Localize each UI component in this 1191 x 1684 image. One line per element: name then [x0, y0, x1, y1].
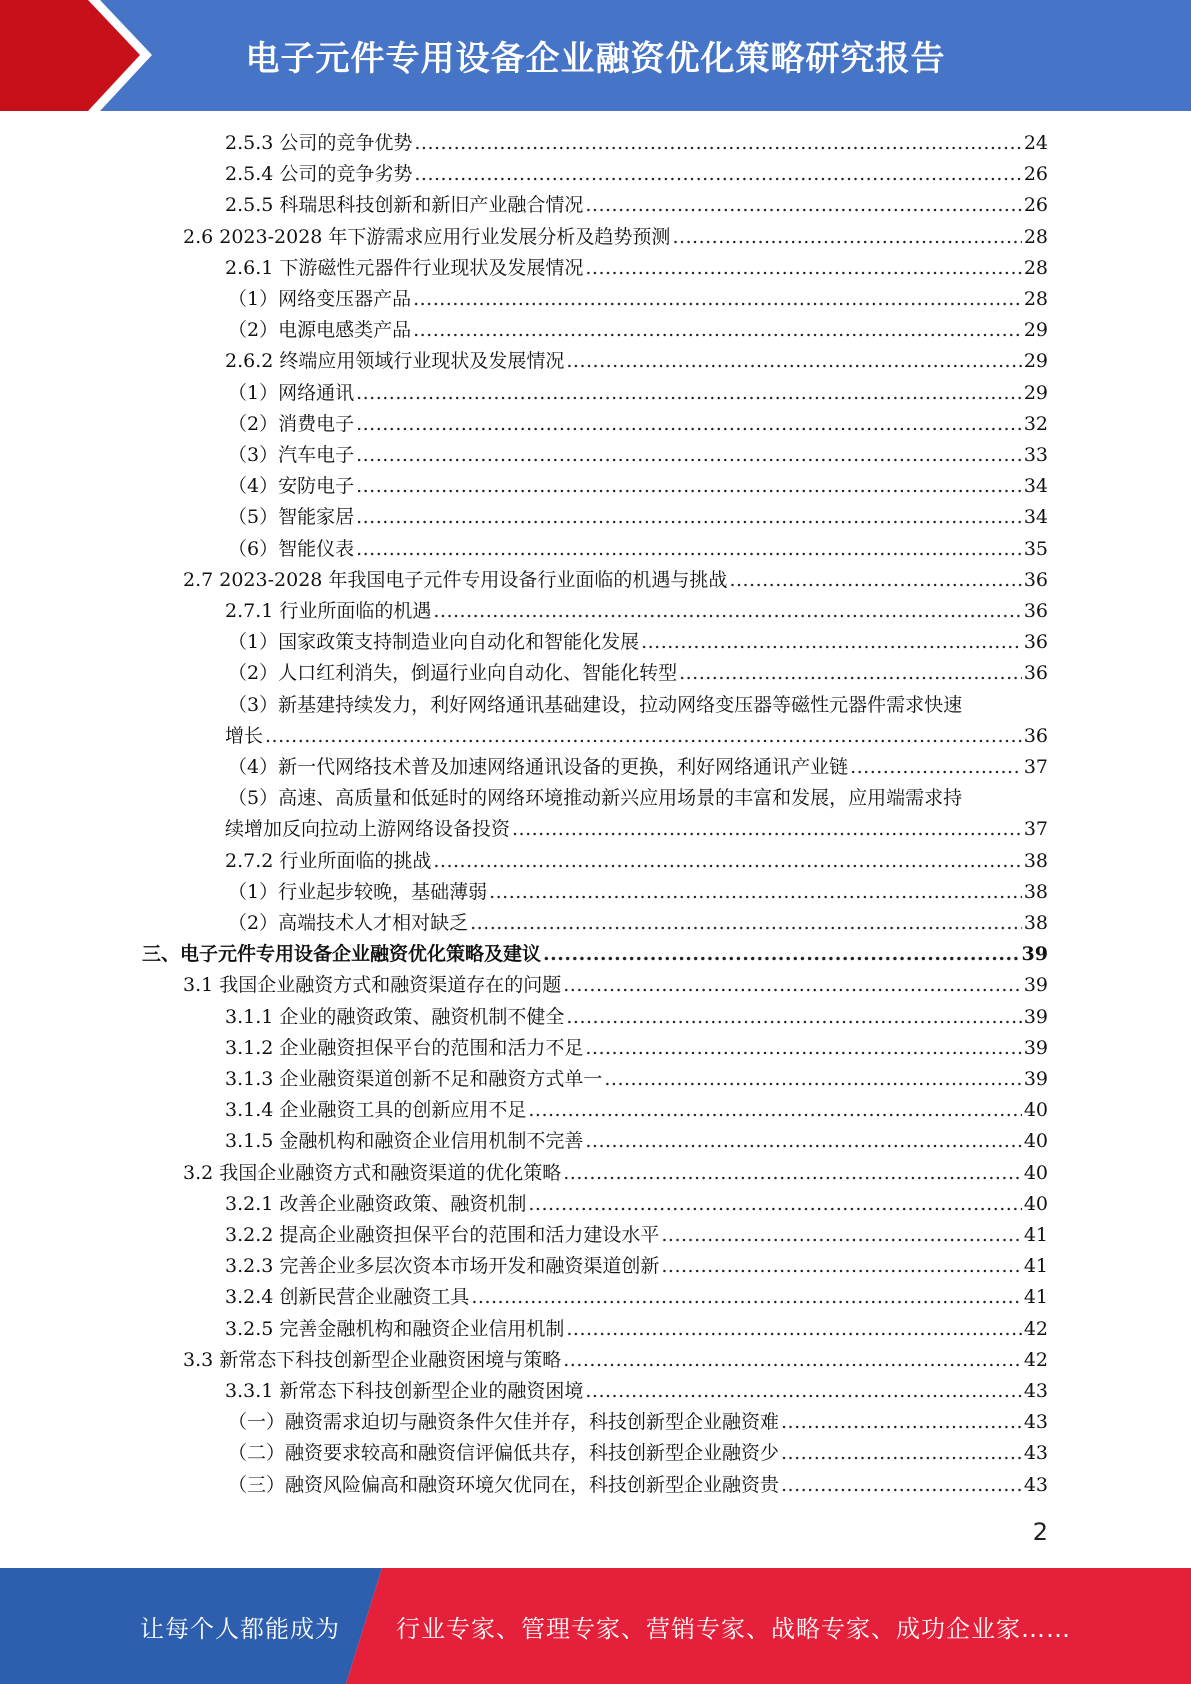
toc-entry[interactable] — [225, 1314, 1048, 1345]
toc-entry[interactable] — [225, 1033, 1048, 1064]
toc-entry[interactable] — [225, 1376, 1048, 1407]
toc-leader-dots — [781, 1470, 1022, 1501]
toc-entry-title: （一）融资需求迫切与融资条件欠佳并存，科技创新型企业融资难 — [228, 1411, 780, 1434]
toc-entry[interactable] — [225, 253, 1048, 284]
toc-entry[interactable] — [228, 471, 1048, 502]
toc-entry-title: 3.2.3 完善企业多层次资本市场开发和融资渠道创新 — [225, 1255, 660, 1278]
toc-leader-dots — [356, 378, 1022, 409]
toc-entry[interactable] — [225, 721, 1048, 752]
toc-entry-title: 2.5.4 公司的竞争劣势 — [225, 163, 413, 186]
toc-entry-page: 26 — [1023, 194, 1048, 217]
toc-leader-dots — [356, 534, 1022, 565]
toc-leader-dots — [471, 1282, 1021, 1313]
toc-entry[interactable] — [228, 908, 1048, 939]
toc-entry-page: 29 — [1023, 381, 1048, 404]
toc-entry-title: 3.1.1 企业的融资政策、融资机制不健全 — [225, 1005, 565, 1028]
header-arrow-icon — [0, 0, 160, 111]
toc-entry-page: 28 — [1023, 256, 1048, 279]
toc-entry-page: 28 — [1023, 225, 1048, 248]
toc-leader-dots — [265, 721, 1022, 752]
toc-leader-dots — [781, 1407, 1022, 1438]
toc-entry[interactable] — [228, 502, 1048, 533]
toc-entry-page: 32 — [1023, 412, 1048, 435]
toc-entry[interactable] — [228, 1407, 1048, 1438]
toc-entry-title: （5）高速、高质量和低延时的网络环境推动新兴应用场景的丰富和发展，应用端需求持 — [228, 787, 963, 810]
toc-entry-title: 三、电子元件专用设备企业融资优化策略及建议 — [142, 943, 542, 966]
toc-entry-page: 24 — [1023, 132, 1048, 154]
toc-entry-page: 36 — [1023, 662, 1048, 685]
toc-entry-title: （2）消费电子 — [228, 412, 355, 435]
toc-entry-title: （1）网络通讯 — [228, 381, 355, 404]
toc-entry-title: 续增加反向拉动上游网络设备投资 — [225, 818, 511, 841]
toc-entry[interactable] — [225, 1064, 1048, 1095]
toc-entry[interactable] — [228, 534, 1048, 565]
toc-entry-title: 2.7.2 行业所面临的挑战 — [225, 849, 432, 872]
toc-entry-title: 3.1.2 企业融资担保平台的范围和活力不足 — [225, 1036, 584, 1059]
toc-entry[interactable] — [142, 939, 1048, 970]
toc-leader-dots — [641, 627, 1022, 658]
toc-entry-page: 43 — [1023, 1442, 1048, 1465]
toc-entry-page: 41 — [1023, 1286, 1048, 1309]
toc-entry-page: 42 — [1023, 1317, 1048, 1340]
toc-entry[interactable] — [228, 409, 1048, 440]
toc-entry[interactable] — [228, 378, 1048, 409]
footer-slogan-left: 让每个人都能成为 — [140, 1614, 340, 1643]
toc-entry-title: 2.6 2023-2028 年下游需求应用行业发展分析及趋势预测 — [183, 225, 671, 248]
toc-entry-page: 42 — [1023, 1348, 1048, 1371]
toc-entry-title: （2）人口红利消失，倒逼行业向自动化、智能化转型 — [228, 662, 678, 685]
toc-entry-page: 36 — [1023, 631, 1048, 654]
toc-entry-page: 41 — [1023, 1224, 1048, 1246]
toc-leader-dots — [566, 1002, 1021, 1033]
toc-leader-dots — [585, 1126, 1021, 1157]
toc-entry-page: 38 — [1023, 912, 1048, 934]
toc-entry[interactable] — [228, 783, 1048, 814]
toc-entry-page: 39 — [1023, 1068, 1048, 1090]
toc-leader-dots — [356, 409, 1022, 440]
toc-leader-dots — [604, 1064, 1021, 1095]
toc-leader-dots — [414, 159, 1021, 190]
toc-entry[interactable] — [183, 565, 1048, 596]
document-title: 电子元件专用设备企业融资优化策略研究报告 — [245, 39, 946, 79]
toc-entry-page: 43 — [1023, 1380, 1048, 1402]
toc-entry-title: （4）安防电子 — [228, 475, 355, 498]
toc-leader-dots — [528, 1095, 1021, 1126]
toc-entry-title: 3.3 新常态下科技创新型企业融资困境与策略 — [183, 1348, 562, 1371]
toc-leader-dots — [563, 1158, 1022, 1189]
toc-entry[interactable] — [183, 970, 1048, 1001]
toc-leader-dots — [585, 1033, 1021, 1064]
toc-entry-title: 增长 — [225, 724, 264, 747]
toc-entry-title: 3.1.5 金融机构和融资企业信用机制不完善 — [225, 1130, 584, 1153]
toc-entry-title: 3.2 我国企业融资方式和融资渠道的优化策略 — [183, 1161, 562, 1184]
toc-entry[interactable] — [228, 690, 1048, 721]
toc-entry-page: 40 — [1023, 1130, 1048, 1153]
toc-entry-page: 43 — [1023, 1411, 1048, 1434]
toc-leader-dots — [729, 565, 1021, 596]
toc-entry-title: 3.2.1 改善企业融资政策、融资机制 — [225, 1192, 527, 1215]
toc-entry-title: （3）新基建持续发力，利好网络通讯基础建设，拉动网络变压器等磁性元器件需求快速 — [228, 693, 963, 716]
footer-slogan-right: 行业专家、管理专家、营销专家、战略专家、成功企业家…… — [396, 1614, 1071, 1643]
toc-leader-dots — [672, 222, 1021, 253]
toc-leader-dots — [470, 908, 1022, 939]
toc-entry-title: （4）新一代网络技术普及加速网络通讯设备的更换，利好网络通讯产业链 — [228, 756, 849, 778]
toc-leader-dots — [781, 1438, 1022, 1469]
toc-leader-dots — [512, 814, 1022, 845]
toc-entry-page: 43 — [1023, 1473, 1048, 1496]
toc-leader-dots — [850, 752, 1022, 783]
toc-leader-dots — [661, 1251, 1021, 1282]
toc-entry-title: （6）智能仪表 — [228, 537, 355, 560]
toc-entry-title: （2）电源电感类产品 — [228, 319, 412, 342]
toc-entry-page: 39 — [1021, 943, 1048, 966]
toc-leader-dots — [661, 1220, 1021, 1251]
toc-entry-title: （1）网络变压器产品 — [228, 288, 412, 310]
toc-entry-page: 36 — [1023, 568, 1048, 591]
toc-entry-title: 2.6.1 下游磁性元器件行业现状及发展情况 — [225, 256, 584, 279]
toc-entry-page: 41 — [1023, 1255, 1048, 1278]
toc-entry[interactable] — [228, 752, 1048, 783]
toc-entry[interactable] — [225, 1251, 1048, 1282]
page-footer — [0, 1568, 1191, 1684]
toc-entry-page: 39 — [1023, 1005, 1048, 1028]
page-header — [0, 0, 1191, 111]
toc-entry-title: （1）国家政策支持制造业向自动化和智能化发展 — [228, 631, 640, 654]
toc-entry-page: 39 — [1023, 1036, 1048, 1059]
toc-leader-dots — [489, 877, 1022, 908]
toc-entry[interactable] — [225, 1282, 1048, 1313]
toc-entry-page: 28 — [1023, 288, 1048, 310]
toc-entry-title: （1）行业起步较晚，基础薄弱 — [228, 880, 488, 903]
toc-entry-title: 3.3.1 新常态下科技创新型企业的融资困境 — [225, 1380, 584, 1402]
toc-leader-dots — [433, 846, 1021, 877]
toc-entry[interactable] — [228, 284, 1048, 315]
toc-leader-dots — [528, 1189, 1021, 1220]
toc-entry-page: 26 — [1023, 163, 1048, 186]
toc-entry-title: （三）融资风险偏高和融资环境欠优同在，科技创新型企业融资贵 — [228, 1473, 780, 1496]
toc-entry-title: 3.2.4 创新民营企业融资工具 — [225, 1286, 470, 1309]
toc-entry-page: 36 — [1023, 600, 1048, 622]
toc-leader-dots — [566, 346, 1021, 377]
toc-entry-page: 34 — [1023, 506, 1048, 529]
toc-leader-dots — [543, 939, 1020, 970]
toc-entry-page: 39 — [1023, 974, 1048, 997]
toc-leader-dots — [413, 315, 1022, 346]
toc-entry-page: 35 — [1023, 537, 1048, 560]
toc-leader-dots — [356, 440, 1022, 471]
toc-leader-dots — [679, 658, 1022, 689]
toc-leader-dots — [414, 128, 1021, 159]
toc-entry-title: 3.2.5 完善金融机构和融资企业信用机制 — [225, 1317, 565, 1340]
toc-leader-dots — [585, 1376, 1021, 1407]
toc-entry-page: 38 — [1023, 849, 1048, 872]
toc-entry-page: 33 — [1023, 444, 1048, 466]
toc-entry-title: （2）高端技术人才相对缺乏 — [228, 912, 469, 934]
toc-entry[interactable] — [228, 627, 1048, 658]
toc-entry-title: 2.5.3 公司的竞争优势 — [225, 132, 413, 154]
toc-leader-dots — [433, 596, 1021, 627]
toc-entry[interactable] — [183, 1158, 1048, 1189]
toc-entry-page: 36 — [1023, 724, 1048, 747]
toc-entry[interactable] — [225, 1095, 1048, 1126]
toc-entry-title: 2.7.1 行业所面临的机遇 — [225, 600, 432, 622]
toc-entry[interactable] — [225, 1002, 1048, 1033]
toc-entry-title: 2.6.2 终端应用领域行业现状及发展情况 — [225, 350, 565, 373]
toc-entry[interactable] — [225, 1189, 1048, 1220]
toc-entry[interactable] — [228, 877, 1048, 908]
toc-entry-page: 38 — [1023, 880, 1048, 903]
toc-entry[interactable] — [225, 1220, 1048, 1251]
toc-entry[interactable] — [225, 1126, 1048, 1157]
toc-entry[interactable] — [228, 1438, 1048, 1469]
toc-entry-page: 40 — [1023, 1099, 1048, 1122]
toc-entry-title: 2.5.5 科瑞思科技创新和新旧产业融合情况 — [225, 194, 584, 217]
toc-entry[interactable] — [225, 846, 1048, 877]
toc-entry-page: 34 — [1023, 475, 1048, 498]
toc-entry-title: （5）智能家居 — [228, 506, 355, 529]
toc-entry-title: （二）融资要求较高和融资信评偏低共存，科技创新型企业融资少 — [228, 1442, 780, 1465]
toc-leader-dots — [585, 253, 1021, 284]
toc-entry[interactable] — [225, 346, 1048, 377]
toc-entry-title: （3）汽车电子 — [228, 444, 355, 466]
toc-leader-dots — [585, 190, 1021, 221]
toc-entry-page: 37 — [1023, 756, 1048, 778]
toc-leader-dots — [356, 471, 1022, 502]
toc-entry-page: 40 — [1023, 1161, 1048, 1184]
page-number: 2 — [1032, 1518, 1048, 1546]
toc-entry[interactable] — [225, 190, 1048, 221]
toc-entry-title: 3.2.2 提高企业融资担保平台的范围和活力建设水平 — [225, 1224, 660, 1246]
toc-entry-page: 37 — [1023, 818, 1048, 841]
toc-entry[interactable] — [183, 222, 1048, 253]
toc-entry-title: 3.1 我国企业融资方式和融资渠道存在的问题 — [183, 974, 562, 997]
toc-leader-dots — [413, 284, 1022, 315]
toc-entry[interactable] — [225, 159, 1048, 190]
toc-entry[interactable] — [228, 1470, 1048, 1501]
toc-entry[interactable] — [183, 1345, 1048, 1376]
toc-entry[interactable] — [225, 128, 1048, 159]
toc-entry-title: 3.1.4 企业融资工具的创新应用不足 — [225, 1099, 527, 1122]
toc-entry-page: 40 — [1023, 1192, 1048, 1215]
toc-entry[interactable] — [228, 440, 1048, 471]
toc-entry-page: 29 — [1023, 319, 1048, 342]
toc-leader-dots — [356, 502, 1022, 533]
toc-entry-title: 3.1.3 企业融资渠道创新不足和融资方式单一 — [225, 1068, 603, 1090]
toc-entry-title: 2.7 2023-2028 年我国电子元件专用设备行业面临的机遇与挑战 — [183, 568, 728, 591]
toc-entry[interactable] — [225, 814, 1048, 845]
toc-leader-dots — [563, 1345, 1022, 1376]
toc-entry-page: 29 — [1023, 350, 1048, 373]
toc-entry[interactable] — [225, 596, 1048, 627]
toc-leader-dots — [563, 970, 1022, 1001]
toc-leader-dots — [566, 1314, 1021, 1345]
toc-entry[interactable] — [228, 658, 1048, 689]
toc-entry[interactable] — [228, 315, 1048, 346]
